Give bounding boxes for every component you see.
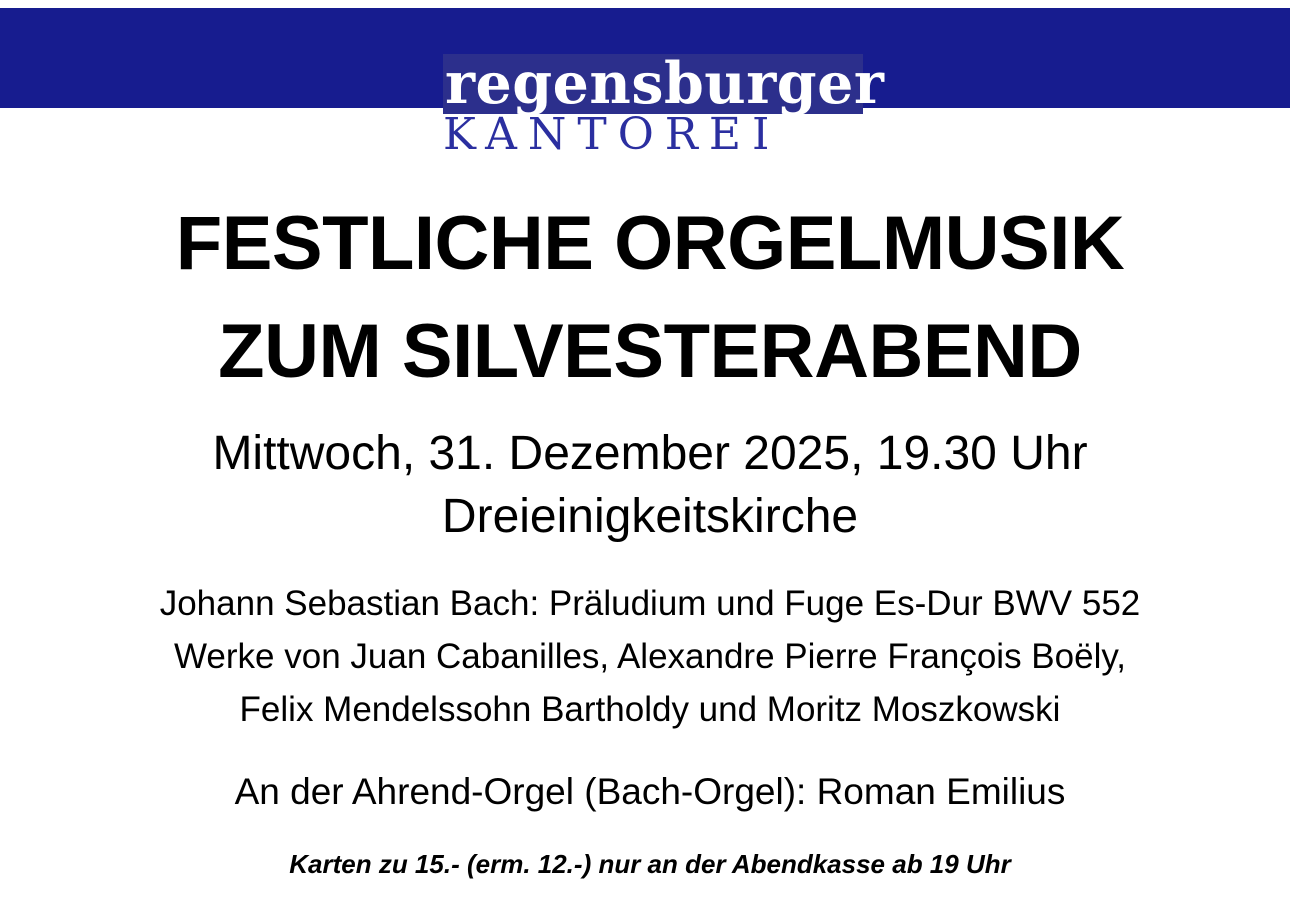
logo-subwordmark: KANTOREI: [443, 109, 781, 160]
title-line-2: ZUM SILVESTERABEND: [218, 308, 1082, 394]
program-line: Werke von Juan Cabanilles, Alexandre Pierre François Boëly,: [174, 636, 1126, 676]
poster-content: [0, 190, 1300, 882]
program-line: Johann Sebastian Bach: Präludium und Fuge Es-Dur BWV 552: [159, 583, 1141, 623]
event-date-line: Mittwoch, 31. Dezember 2025, 19.30 Uhr: [212, 426, 1088, 480]
event-venue-line: Dreieinigkeitskirche: [441, 490, 859, 544]
program-list: [0, 577, 1300, 737]
ticket-info: Karten zu 15.- (erm. 12.-) nur an der Abendkasse ab 19 Uhr: [289, 848, 1011, 879]
title-line-1: FESTLICHE ORGELMUSIK: [175, 201, 1125, 286]
performer-line: An der Ahrend-Orgel (Bach-Orgel): Roman Emilius: [234, 771, 1066, 813]
page-title: [0, 190, 1300, 406]
logo-wordmark: regensburger: [445, 50, 885, 117]
event-datetime-venue: [0, 422, 1300, 549]
header-band: [0, 8, 1290, 108]
program-line: Felix Mendelssohn Bartholdy und Moritz Moszkowski: [239, 689, 1061, 729]
